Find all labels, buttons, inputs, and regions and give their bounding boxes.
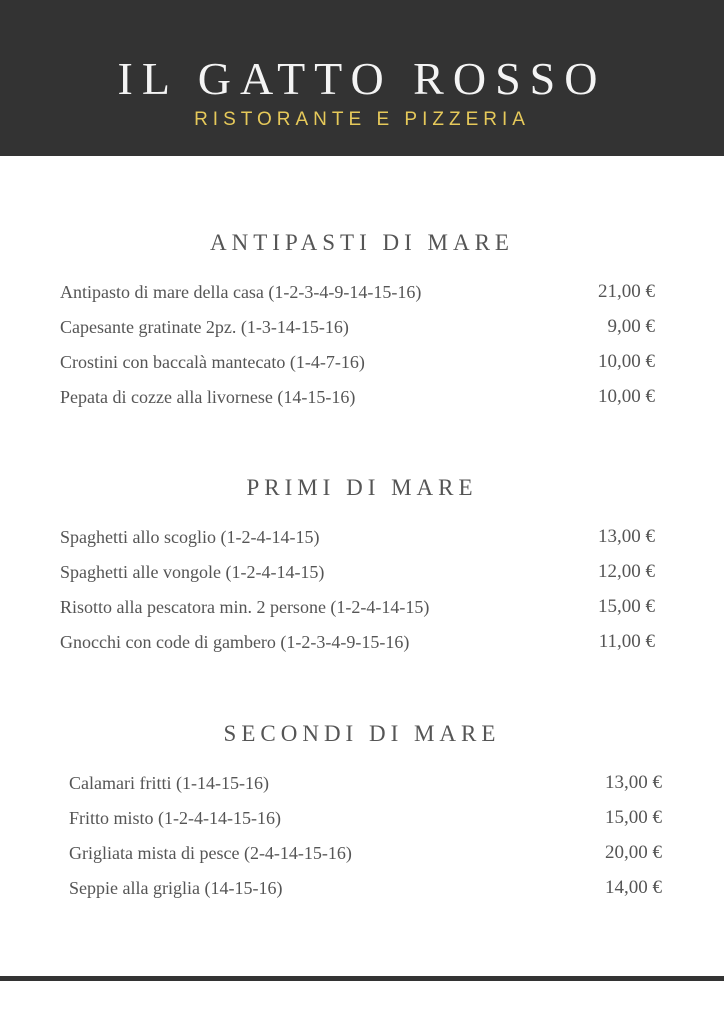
menu-item — [60, 277, 655, 307]
restaurant-subtitle: RISTORANTE E PIZZERIA — [194, 109, 530, 130]
item-name: Seppie alla griglia (14-15-16) — [69, 878, 283, 898]
menu-item — [69, 803, 662, 833]
menu-item — [60, 347, 655, 377]
item-price: 20,00 € — [605, 842, 662, 863]
item-price: 11,00 € — [598, 631, 655, 652]
menu-item — [60, 522, 655, 552]
menu-item — [60, 592, 655, 622]
menu-item — [60, 627, 655, 657]
menu-item — [60, 557, 655, 587]
item-price: 12,00 € — [598, 561, 655, 582]
item-price: 15,00 € — [598, 596, 655, 617]
item-price: 13,00 € — [605, 772, 662, 793]
item-name: Fritto misto (1-2-4-14-15-16) — [69, 808, 281, 828]
item-price: 13,00 € — [598, 526, 655, 547]
menu-item — [60, 312, 655, 342]
section-title: ANTIPASTI DI MARE — [210, 230, 514, 255]
restaurant-name: IL GATTO ROSSO — [117, 53, 607, 104]
item-price: 10,00 € — [598, 386, 655, 407]
item-price: 9,00 € — [607, 316, 655, 337]
header-banner — [0, 0, 724, 156]
item-price: 14,00 € — [605, 877, 662, 898]
item-name: Calamari fritti (1-14-15-16) — [69, 773, 269, 793]
item-price: 21,00 € — [598, 281, 655, 302]
menu-item — [69, 873, 662, 903]
section-title: PRIMI DI MARE — [246, 475, 478, 500]
item-name: Gnocchi con code di gambero (1-2-3-4-9-15-16) — [60, 632, 410, 652]
menu-item — [60, 382, 655, 412]
item-name: Risotto alla pescatora min. 2 persone (1-2-4-14-15) — [60, 597, 430, 617]
item-name: Spaghetti alle vongole (1-2-4-14-15) — [60, 562, 325, 582]
item-name: Spaghetti allo scoglio (1-2-4-14-15) — [60, 527, 320, 547]
item-name: Antipasto di mare della casa (1-2-3-4-9-14-15-16) — [60, 282, 422, 302]
item-price: 15,00 € — [605, 807, 662, 828]
menu-item — [69, 768, 662, 798]
item-name: Crostini con baccalà mantecato (1-4-7-16) — [60, 352, 365, 372]
item-name: Grigliata mista di pesce (2-4-14-15-16) — [69, 843, 352, 863]
menu-item — [69, 838, 662, 868]
item-name: Pepata di cozze alla livornese (14-15-16) — [60, 387, 356, 407]
item-price: 10,00 € — [598, 351, 655, 372]
section-title: SECONDI DI MARE — [223, 721, 501, 746]
bottom-divider — [0, 976, 724, 981]
item-name: Capesante gratinate 2pz. (1-3-14-15-16) — [60, 317, 349, 337]
